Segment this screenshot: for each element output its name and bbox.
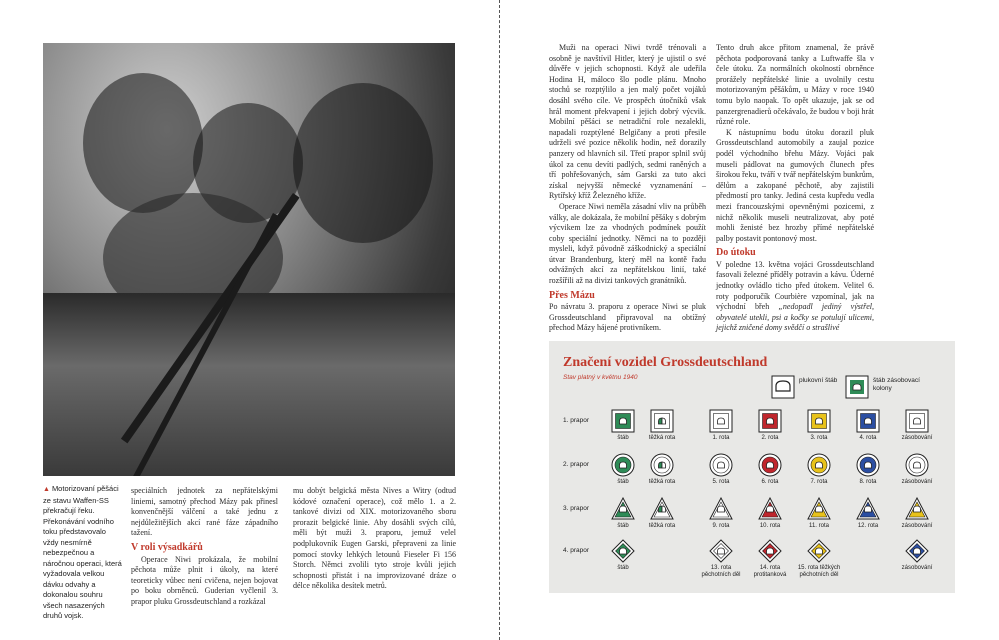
section-heading: Do útoku — [716, 247, 756, 259]
paragraph: speciálních jednotek za nepřátelskými liniemi, samotný přechod Mázy pak přinesl konvenčnější válčení a také jednu z nejdůležitějších akcí rané fáze západního tažení. — [131, 486, 278, 538]
marking-symbol — [758, 409, 782, 433]
legend-regiment-label: plukovní štáb — [799, 377, 838, 384]
marking-label: 6. rota — [761, 479, 779, 485]
panel-title: Značení vozidel Grossdeutschland — [563, 355, 768, 370]
left-column-1 — [131, 486, 278, 608]
marking-label: 12. rota — [857, 523, 879, 529]
row-label-1: 1. prapor — [563, 417, 590, 424]
paragraph: Muži na operaci Niwi tvrdě trénovali a osobně je navštívil Hitler, který je ujistil o své důvěře v jejich schopnosti. Když ale udeřila Hodina H, máloco šlo podle plánu. Mnoho stochů se rozptýlilo a jen malý počet vojáků dosáhl svého cíle. Ve prospěch útočníků však hrál moment překvapení i jejich dobrý výcvik. Mobilní pěšáci se netradiční role nezalekli, napadali rozptýlené Belgičany a proti přesile udrželi své pozice několik hodin, než dorazily panzery od hlavních sil. Třetí prapor splnil svůj úkol za cenu devíti padlých, sedmi raněných a tří pohřešovaných, sám Garski za tuto akci získal nejvyšší německé vyznamenání – Rytířský kříž Železného kříže. — [549, 43, 706, 201]
marking-symbol — [611, 409, 635, 433]
legend-supply-label: štáb zásobovací kolony — [873, 377, 920, 392]
vehicle-markings-panel — [549, 341, 955, 593]
right-column-1 — [549, 43, 706, 334]
marking-label: štáb — [617, 523, 629, 529]
panel-subtitle: Stav platný v květnu 1940 — [563, 374, 638, 381]
paragraph: V poledne 13. května vojáci Grossdeutschland fasovali železné příděly potravin a kávu. Úderné jednotky ovládlo ticho před útokem. Velitel 6. roty podporučík Courbière vzpomínal, jak na východní břeh „nedopadl jediný výstřel, obyvatelé utekli, psi a kočky se potulují ulicemi, jejichž zničené domy svědčí o strašlivé — [716, 259, 874, 333]
marking-symbol — [807, 453, 831, 477]
marking-symbol — [758, 539, 782, 563]
marking-label: 13. rota pěchotních děl — [701, 565, 741, 578]
marking-label: 10. rota — [759, 523, 781, 529]
section-heading: Přes Mázu — [549, 289, 595, 301]
page-spine — [499, 0, 500, 640]
marking-symbol — [807, 497, 831, 521]
marking-symbol — [905, 497, 929, 521]
left-column-2 — [293, 486, 456, 592]
row-label-2: 2. prapor — [563, 461, 590, 468]
photo-soldiers-boat — [43, 43, 455, 476]
marking-symbol — [905, 409, 929, 433]
supply-staff-icon — [845, 375, 869, 399]
marking-label: 15. rota těžkých pěchotních děl — [797, 565, 841, 578]
marking-symbol — [650, 497, 674, 521]
marking-label: těžká rota — [648, 523, 676, 529]
marking-label: 5. rota — [712, 479, 730, 485]
caption-marker-icon: ▲ — [43, 486, 50, 493]
marking-symbol — [611, 497, 635, 521]
marking-symbol — [905, 539, 929, 563]
right-column-2 — [716, 43, 874, 334]
paragraph: Po návratu 3. praporu z operace Niwi se pluk Grossdeutschland připravoval na obtížný přechod Mázy hájené protivníkem. — [549, 302, 706, 333]
section-heading: V roli výsadkářů — [131, 541, 203, 553]
marking-symbol — [709, 453, 733, 477]
quote: „nedopadl jediný výstřel, obyvatelé utekli, psi a kočky se potulují ulicemi, jejichž zničené domy svědčí o strašlivé — [716, 302, 874, 333]
marking-label: 2. rota — [761, 435, 779, 441]
marking-symbol — [856, 497, 880, 521]
marking-label: štáb — [617, 565, 629, 571]
marking-symbol — [856, 453, 880, 477]
paragraph: mu dobýt belgická města Nives a Witry (odtud kódové označení operace), což mělo 1. a 2. tankové divizi od XIX. motorizovaného sboru prorazit belgické linie. Aby dosáhli svých cílů, měli být muži 3. praporu, jemuž velel podplukovník Eugen Garski, přepraveni za linie pomocí stovky lehkých letounů Fieseler Fi 156 Storch. Němci zvolili tyto stroje kvůli jejich schopnosti přistát i na improvizované dráze o délce několika desítek metrů. — [293, 486, 456, 591]
marking-label: těžká rota — [648, 435, 676, 441]
marking-symbol — [758, 453, 782, 477]
marking-label: zásobování — [901, 479, 933, 485]
marking-symbol — [650, 409, 674, 433]
marking-label: zásobování — [901, 523, 933, 529]
marking-label: 4. rota — [859, 435, 877, 441]
paragraph: Operace Niwi neměla zásadní vliv na průběh války, ale dokázala, že mobilní pěšáky s dobrým výcvikem lze za vhodných podmínek použít coby speciální jednotky. Němci na to později mysleli, když původně záškodnický a speciální útvar Brandenburg, který měl na kontě řadu odvážných akcí za nepřátelskou linií, také rozšířili až na divizi tankových granátníků. — [549, 201, 706, 286]
marking-symbol — [611, 539, 635, 563]
marking-label: štáb — [617, 479, 629, 485]
marking-symbol — [905, 453, 929, 477]
marking-label: 9. rota — [712, 523, 730, 529]
marking-label: 11. rota — [809, 523, 829, 529]
marking-label: 1. rota — [712, 435, 730, 441]
helmet-icon — [771, 375, 795, 399]
marking-symbol — [856, 409, 880, 433]
photo-caption: ▲ Motorizovaní pěšáci ze stavu Waffen-SS překračují řeku. Překonávání vodního toku představovalo vždy nesmírně nebezpečnou a náročnou operaci, která vyžadovala velkou dávku odvahy a dokonalou souhru všech nasazených druhů vojsk. — [43, 484, 122, 620]
marking-label: štáb — [617, 435, 629, 441]
marking-label: zásobování — [901, 435, 933, 441]
marking-symbol — [807, 539, 831, 563]
paragraph: K nástupnímu bodu útoku dorazil pluk Grossdeutschland automobily a zaujal pozice podél východního břehu Mázy. Vojáci pak museli pádlovat na gumových člunech přes širokou řeku, tváří v tvář nepřátelským bunkrům, dělům a zakopané pěchotě, aby zajistili předmostí pro tanky. Jediná cesta kupředu vedla mezi francouzskými opevněnými pozicemi, z nichž několik museli neutralizovat, aby poté mohli ženisté bez hrozby přímé nepřátelské palby postavit pontonový most. — [716, 127, 874, 243]
marking-symbol — [709, 409, 733, 433]
marking-symbol — [611, 453, 635, 477]
row-label-4: 4. prapor — [563, 547, 590, 554]
marking-symbol — [758, 497, 782, 521]
paragraph: Operace Niwi prokázala, že mobilní pěchota může plnit i úkoly, na které teoreticky vůbec není cvičena, nejen bojovat po boku obrněnců. Guderian vyčlenil 3. prapor pluku Grossdeutschland a rozkázal — [131, 554, 278, 606]
marking-symbol — [807, 409, 831, 433]
marking-label: těžká rota — [648, 479, 676, 485]
marking-label: 3. rota — [810, 435, 828, 441]
marking-label: 7. rota — [810, 479, 828, 485]
row-label-3: 3. prapor — [563, 505, 590, 512]
marking-symbol — [650, 453, 674, 477]
marking-symbol — [709, 497, 733, 521]
paragraph: Tento druh akce přitom znamenal, že právě pěchota podporovaná tanky a Luftwaffe šla v čele útoku. Za normálních okolností obrněnce prorážely nepřátelské linie a uvolnily cestu motorizovaným pěšákům, u Mázy v roce 1940 tomu bylo naopak. To opět ukazuje, jak se od panzergrenadierů očekávalo, že budou v boji hrát různé role. — [716, 43, 874, 127]
marking-label: 8. rota — [859, 479, 877, 485]
marking-label: zásobování — [901, 565, 933, 571]
marking-label: 14. rota protitanková — [753, 565, 787, 578]
marking-symbol — [709, 539, 733, 563]
